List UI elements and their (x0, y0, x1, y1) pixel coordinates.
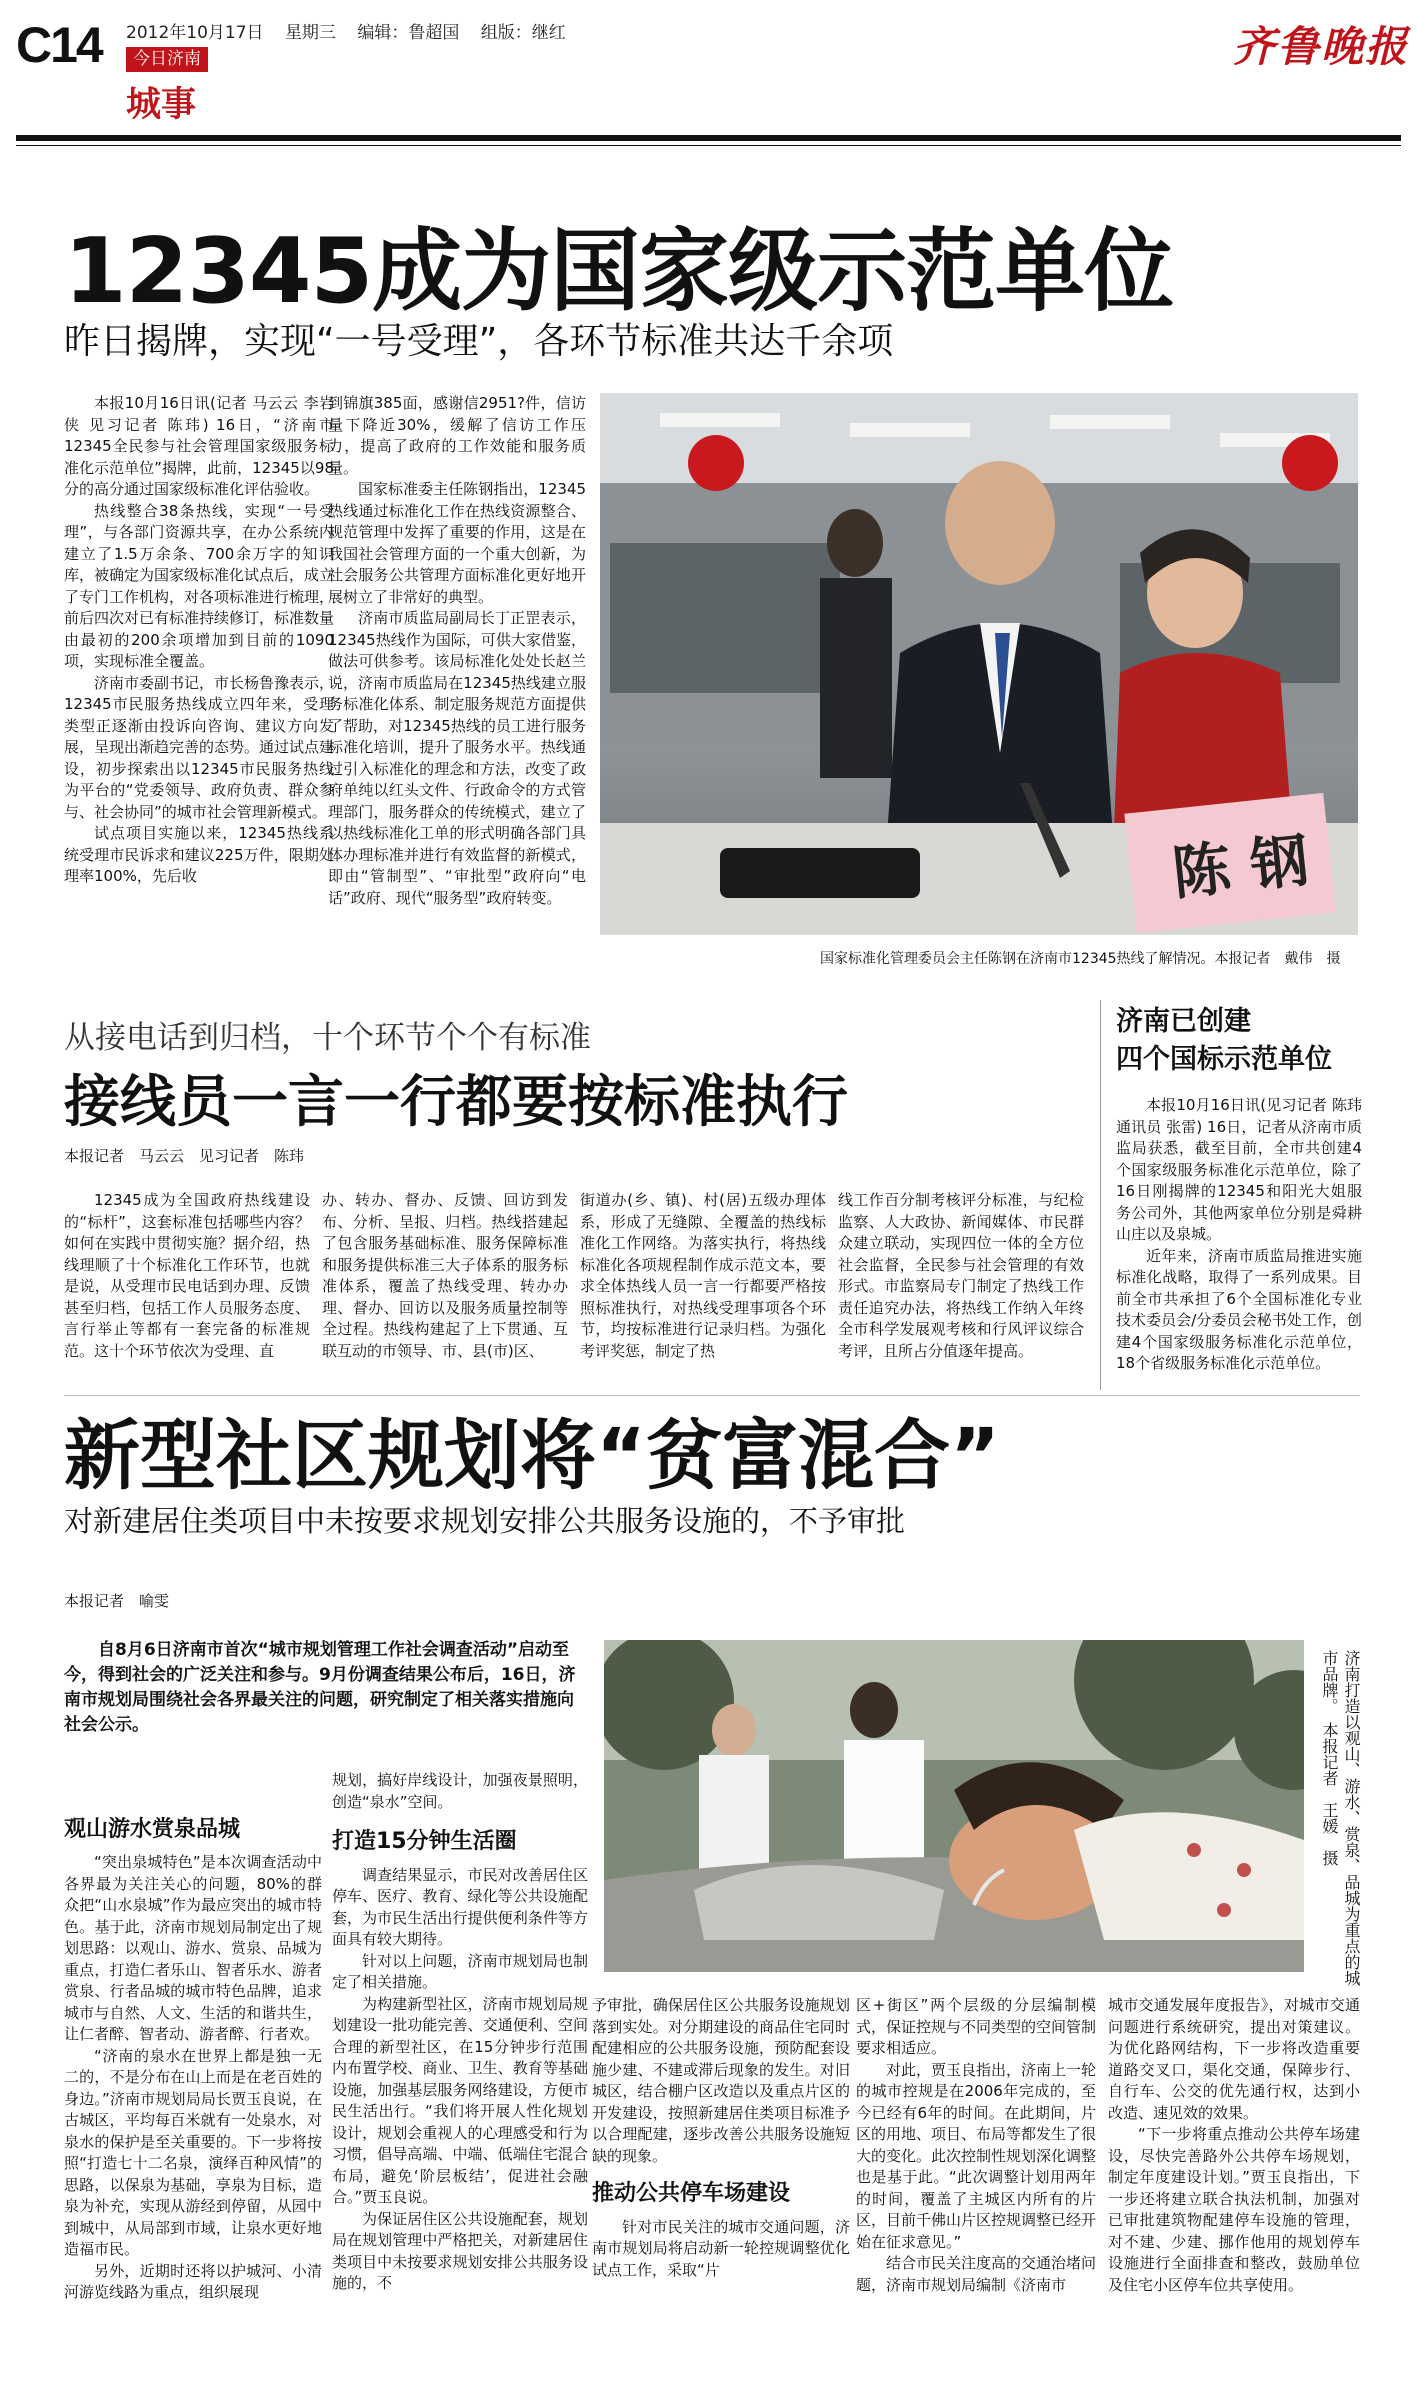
paragraph: 针对市民关注的城市交通问题，济南市规划局将启动新一轮控规调整优化试点工作，采取“片 (592, 2217, 850, 2279)
paragraph: 针对以上问题，济南市规划局也制定了相关措施。 (332, 1951, 588, 1991)
story1-column-2 (328, 393, 586, 959)
paragraph: 办、转办、督办、反馈、回访到发布、分析、呈报、归档。热线搭建起了包含服务基础标准、服务保障标准和服务提供标准三大子体系的服务标准体系，覆盖了热线受理、转办办理、督办、回访以及服务质量控制等全过程。热线构建起了上下贯通、互联互动的市领导、市、县(市)区、 (322, 1191, 568, 1360)
story1-photo-caption: 国家标准化管理委员会主任陈钢在济南市12345热线了解情况。本报记者 戴伟 摄 (820, 951, 1341, 967)
sidebar-body (1116, 1095, 1362, 1387)
paragraph: 调查结果显示，市民对改善居住区停车、医疗、教育、绿化等公共设施配套，为市民生活出行提供便利条件等方面具有较大期待。 (332, 1865, 588, 1948)
paragraph: 本报10月16日讯(记者 马云云 李岩侠 见习记者 陈玮) 16日，“济南市12345全民参与社会管理国家级服务标准化示范单位”揭牌，此前，12345以98分的高分通过国家级标准化评估验收。 (64, 394, 334, 498)
story3-headline: 新型社区规划将“贫富混合” (64, 1411, 1000, 1500)
paragraph: 对此，贾玉良指出，济南上一轮的城市控规是在2006年完成的，至今已经有6年的时间。在此期间，片区的用地、项目、布局等都发生了很大的变化。此次控制性规划深化调整也是基于此。“此次调整计划用两年的时间，覆盖了主城区内所有的片区，目前千佛山片区控规调整已经开始在征求意见。” (856, 2060, 1096, 2251)
paragraph: 为构建新型社区，济南市规划局规划建设一批功能完善、交通便利、空间合理的新型社区，在15分钟步行范围内布置学校、商业、卫生、教育等基础设施，加强基层服务网络建设，方便市民生活出行。“我们将开展人性化规划设计，规划会重视人的心理感受和行为习惯，倡导高端、中端、低端住宅混合布局，避免‘阶层板结’，促进社会融合。”贾玉良说。 (332, 1994, 588, 2206)
story2-column-2 (322, 1190, 568, 1386)
story3-column-a (64, 1852, 322, 2372)
paragraph: 予审批，确保居住区公共服务设施规划落到实处。对分期建设的商品住宅同时配建相应的公共服务设施，预防配套设施少建、不建或滞后现象的发生。对旧城区，结合棚户区改造以及重点片区的开发建设，按照新建居住类项目标准予以合理配建，逐步改善公共服务设施短缺的现象。 (592, 1996, 850, 2165)
section-tag: 今日济南 (126, 47, 208, 72)
masthead-meta (126, 18, 582, 43)
paragraph: 为保证居住区公共设施配套，规划局在规划管理中严格把关，对新建居住类项目中未按要求规划安排公共服务设施的，不 (332, 2209, 588, 2292)
sidebar-title (1116, 1003, 1332, 1079)
paragraph: “突出泉城特色”是本次调查活动中各界最为关注关心的问题，80%的群众把“山水泉城”作为最应突出的城市特色。基于此，济南市规划局制定出了规划思路：以观山、游水、赏泉、品城为重点，打造仁者乐山、智者乐水、游者赏泉、行者品城的城市特色品牌，追求城市与自然、人文、生活的和谐共生，让仁者醉、智者动、游者醉、行者欢。 (64, 1853, 322, 2043)
story3-photo-caption: 济南打造以观山、游水、赏泉、品城为重点的城市品牌。 本报记者 王媛 摄 (1320, 1650, 1361, 1986)
editor-credit: 编辑：鲁超国 (357, 23, 460, 43)
nameplate-text: 陈 钢 (1169, 825, 1312, 908)
paragraph: 济南市质监局副局长丁正罡表示，12345热线作为国际，可供大家借鉴，做法可供参考。该局标准化处处长赵兰说，济南市质监局在12345热线建立服务标准化体系、制定服务规范方面提供了帮助，对12345热线的员工进行服务标准化培训，提升了服务水平。热线通过引入标准化的理念和方法，改变了政府单纯以红头文件、行政命令的方式管理部门，服务群众的传统模式，建立了以热线标准化工单的形式明确各部门具体办理标准并进行有效监督的新模式，即由“管制型”、“审批型”政府向“电话”政府、现代“服务型”政府转变。 (328, 609, 586, 907)
paragraph: 区+街区”两个层级的分层编制模式，保证控规与不同类型的空间管制要求相适应。 (856, 1996, 1096, 2057)
story3-column-c (592, 1995, 850, 2372)
page-number: C14 (16, 17, 102, 73)
masthead-rule-thin (16, 145, 1401, 146)
issue-date: 2012年10月17日 (126, 23, 264, 43)
story2-column-4 (838, 1190, 1084, 1386)
story1-subhead: 昨日揭牌，实现“一号受理”，各环节标准共达千余项 (64, 321, 894, 362)
story3-column-e (1108, 1995, 1360, 2372)
paragraph: 12345成为全国政府热线建设的“标杆”，这套标准包括哪些内容？如何在实践中贯彻实施？据介绍，热线理顺了十个标准化工作环节，也就是说，从受理市民电话到办理、反馈甚至归档，包括工作人员服务态度、言行举止等都有一套完备的标准规范。这十个环节依次为受理、直 (64, 1191, 310, 1360)
story3-photo (604, 1640, 1304, 1972)
story3-subhead-c: 推动公共停车场建设 (592, 2181, 791, 2206)
paragraph: “济南的泉水在世界上都是独一无二的，不是分布在山上而是在老百姓的身边。”济南市规划局局长贾玉良说，在古城区，平均每百米就有一处泉水，对泉水的保护是至关重要的。下一步将按照“打造七十二名泉，演绎百种风情”的思路，以保泉为基础，享泉为目标，造泉为补充，实现从游经到停留，从园中到城中，从局部到市域，让泉水更好地造福市民。 (64, 2046, 322, 2258)
paragraph: 另外，近期时还将以护城河、小清河游览线路为重点，组织展现 (64, 2261, 322, 2301)
layout-credit: 组版：继红 (480, 23, 566, 43)
story3-subhead: 对新建居住类项目中未按要求规划安排公共服务设施的，不予审批 (64, 1504, 906, 1538)
story1-column-1 (64, 393, 334, 959)
story1-photo (600, 393, 1358, 935)
paragraph: 国家标准委主任陈钢指出，12345热线通过标准化工作在热线资源整合、规范管理中发挥了重要的作用，这是在我国社会管理方面的一个重大创新，为社会服务公共管理方面标准化更好地开展树立了非常好的典型。 (328, 480, 586, 606)
paragraph: 热线整合38条热线，实现“一号受理”，与各部门资源共享，在办公系统内建立了1.5万余条、700余万字的知识库，被确定为国家级标准化试点后，成立了专门工作机构，对各项标准进行梳理，前后四次对已有标准持续修订，标准数量由最初的200余项增加到目前的1090项，实现标准全覆盖。 (64, 501, 334, 670)
story2-byline: 本报记者 马云云 见习记者 陈玮 (64, 1147, 305, 1165)
story3-lead: 自8月6日济南市首次“城市规划管理工作社会调查活动”启动至今，得到社会的广泛关注和参与。9月份调查结果公布后，16日，济南市规划局围绕社会各界最关注的问题，研究制定了相关落实措施向社会公示。 (64, 1640, 576, 1735)
paragraph: “下一步将重点推动公共停车场建设，尽快完善路外公共停车场规划，制定年度建设计划。”贾玉良指出，下一步还将建立联合执法机制，加强对已审批建筑物配建停车设施的管理，对不建、少建、挪作他用的规划停车设施进行全面排查和整改，鼓励单位及住宅小区停车位共享使用。 (1108, 2125, 1360, 2294)
story3-column-d (856, 1995, 1096, 2372)
section-name: 城事 (126, 85, 197, 125)
paragraph: 城市交通发展年度报告》，对城市交通问题进行系统研究，提出对策建议。为优化路网结构，下一步将改造重要道路交叉口，渠化交通，保障步行、自行车、公交的优先通行权，达到小改造、速见效的效果。 (1108, 1996, 1360, 2122)
sidebar-divider (1100, 1000, 1101, 1390)
sidebar-title-line1: 济南已创建 (1116, 1006, 1251, 1037)
story2-column-3 (580, 1190, 826, 1386)
paragraph: 结合市民关注度高的交通治堵问题，济南市规划局编制《济南市 (856, 2254, 1096, 2294)
story2-column-1 (64, 1190, 310, 1386)
story3-subhead-b: 打造15分钟生活圈 (332, 1829, 517, 1854)
paragraph: 试点项目实施以来，12345热线系统受理市民诉求和建议225万件，限期处理率100%，先后收 (64, 824, 334, 885)
story3-column-b (332, 1770, 588, 2372)
sidebar-title-line2: 四个国标示范单位 (1116, 1044, 1332, 1075)
paragraph: 到锦旗385面，感谢信2951?件，信访量下降近30%，缓解了信访工作压力，提高了政府的工作效能和服务质量。 (328, 394, 586, 477)
story2-kicker: 从接电话到归档，十个环节个个有标准 (64, 1020, 591, 1056)
issue-weekday: 星期三 (284, 23, 336, 43)
paper-logo: 齐鲁晚报 (1233, 22, 1410, 71)
paragraph: 线工作百分制考核评分标准，与纪检监察、人大政协、新闻媒体、市民群众建立联动，实现四位一体的全方位社会监督，全民参与社会管理的有效形式。市监察局专门制定了热线工作责任追究办法，将热线工作纳入年终全市科学发展观考核和行风评议综合考评，且所占分值逐年提高。 (838, 1191, 1084, 1360)
paragraph: 近年来，济南市质监局推进实施标准化战略，取得了一系列成果。目前全市共承担了6个全国标准化专业技术委员会/分委员会秘书处工作，创建4个国家级服务标准化示范单位，18个省级服务标准化示范单位。 (1116, 1246, 1362, 1372)
masthead-rule (16, 135, 1401, 141)
paragraph: 本报10月16日讯(见习记者 陈玮 通讯员 张雷) 16日，记者从济南市质监局获悉，截至目前，全市共创建4个国家级服务标准化示范单位，除了16日刚揭牌的12345和阳光大姐服务公司外，其他两家单位分别是舜耕山庄以及泉城。 (1116, 1096, 1362, 1243)
paragraph: 规划，搞好岸线设计，加强夜景照明，创造“泉水”空间。 (332, 1771, 588, 1811)
story2-headline: 接线员一言一行都要按标准执行 (64, 1070, 848, 1135)
paragraph: 街道办(乡、镇)、村(居)五级办理体系，形成了无缝隙、全覆盖的热线标准化工作网络。为落实执行，将热线标准化各项规程制作成示范文本，要求全体热线人员一言一行都要严格按照标准执行，对热线受理事项各个环节，均按标准进行记录归档。为强化考评奖惩，制定了热 (580, 1191, 826, 1360)
call-center-scene-image (600, 393, 1358, 935)
story3-subhead-a: 观山游水赏泉品城 (64, 1817, 241, 1842)
story3-byline: 本报记者 喻雯 (64, 1592, 170, 1610)
spring-fountain-image (604, 1640, 1304, 1972)
story1-headline: 12345成为国家级示范单位 (64, 219, 1174, 324)
paragraph: 济南市委副书记，市长杨鲁豫表示，12345市民服务热线成立四年来，受理类型正逐渐由投诉向咨询、建议方向发展，呈现出渐趋完善的态势。通过试点建设，初步探索出以12345市民服务热线为平台的“党委领导、政府负责、群众参与、社会协同”的城市社会管理新模式。 (64, 673, 334, 821)
